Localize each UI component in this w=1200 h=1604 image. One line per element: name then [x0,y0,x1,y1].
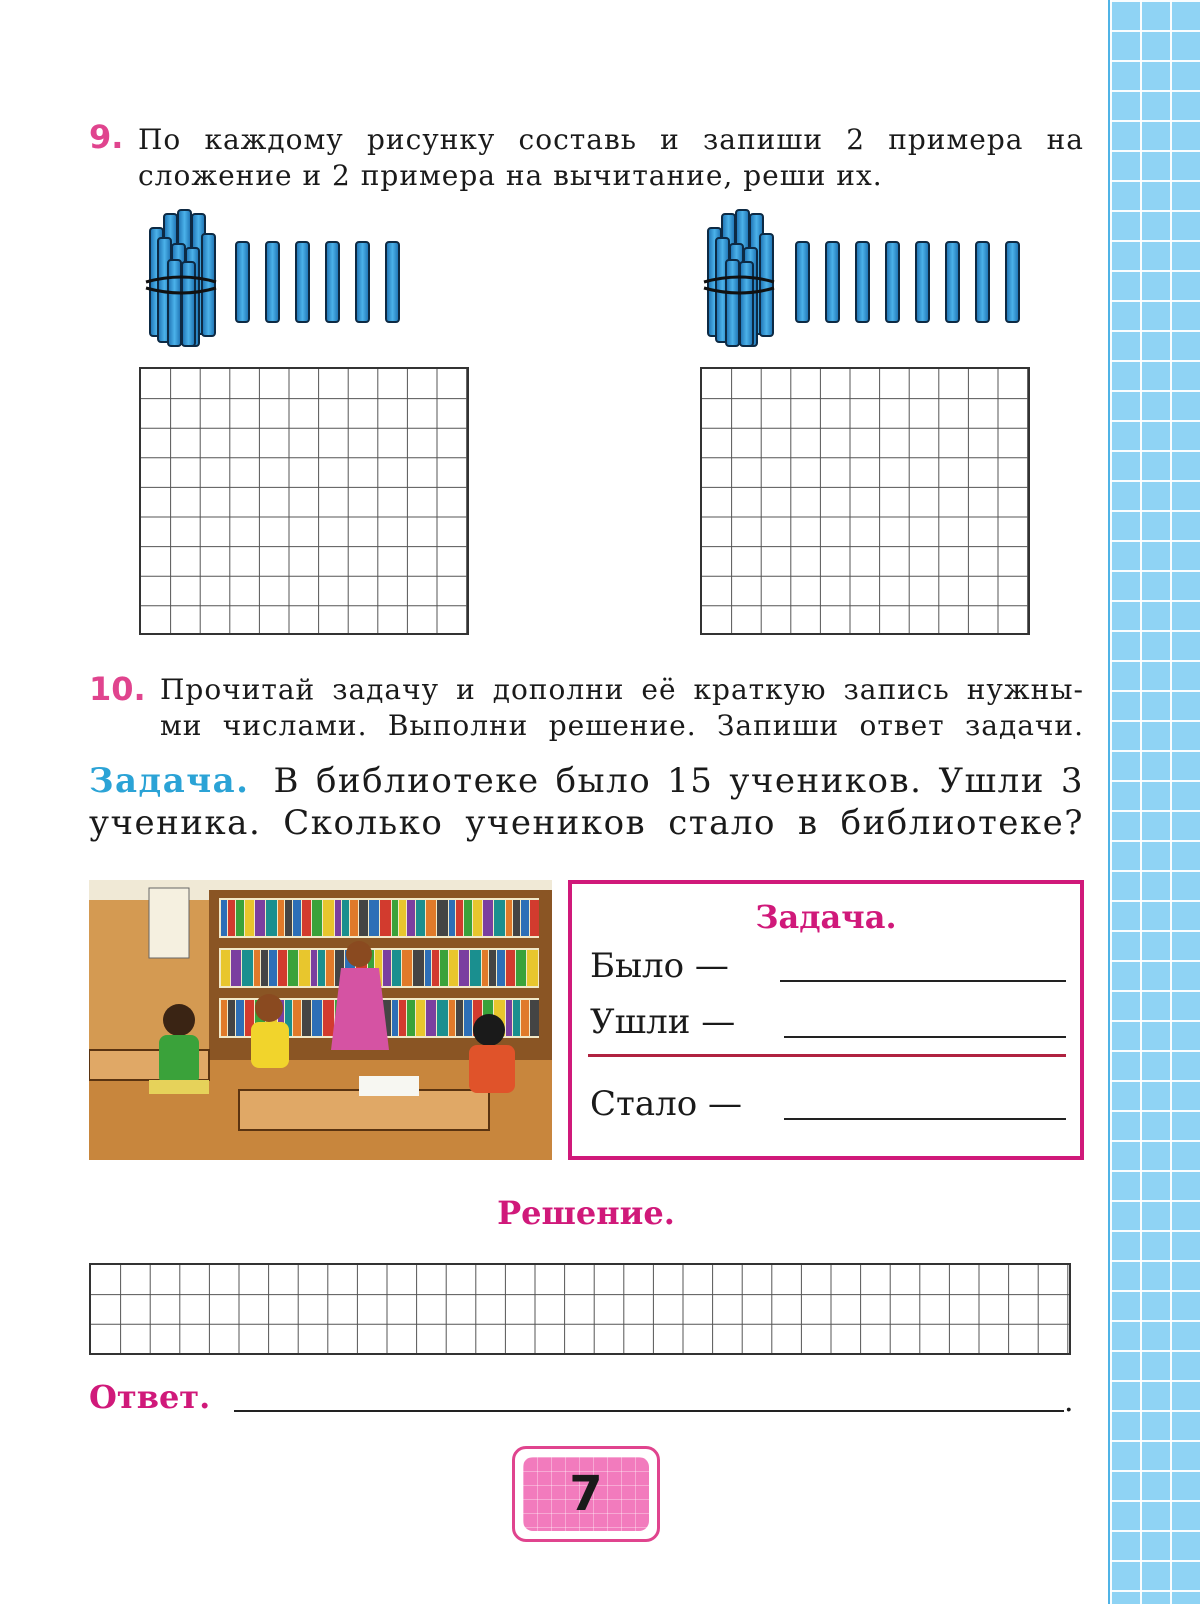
row-ushli-blank[interactable] [784,1036,1066,1038]
page-number: 7 [523,1457,649,1531]
row-stalo-blank[interactable] [784,1118,1066,1120]
row-ushli-label: Ушли — [590,1002,736,1042]
task-9-number: 9. [89,118,124,156]
answer-line[interactable] [234,1410,1064,1412]
problem-statement [89,760,1084,844]
solution-grid[interactable] [89,1263,1071,1355]
problem-text-1: В библиотеке было 15 учеников. Ушли 3 [273,761,1084,801]
task-10-line-2: ми числами. Выполни решение. Запиши ответ задачи. [160,709,1084,742]
sticks-group-right [700,208,1040,348]
problem-label: Задача. [89,761,250,801]
sticks-illustration-right [700,208,1040,348]
task-9-line-2: сложение и 2 примера на вычитание, реши их. [138,159,883,192]
task-10-line-1: Прочитай задачу и дополни её краткую запись нужны- [160,673,1084,706]
page-number-badge [512,1446,660,1542]
solution-heading: Решение. [497,1194,675,1232]
problem-line-1 [89,760,1084,802]
row-bylo-label: Было — [590,946,729,986]
answer-label: Ответ. [89,1378,211,1416]
answer-period: . [1064,1384,1074,1419]
sticks-group-left [142,208,422,348]
decorative-grid-strip [1110,0,1200,1604]
row-bylo-blank[interactable] [780,980,1066,982]
short-notation-title: Задача. [755,898,897,936]
writing-grid-left[interactable] [139,367,469,635]
writing-grid-right[interactable] [700,367,1030,635]
task-9-line-1: По каждому рисунку составь и запиши 2 примера на [138,123,1084,156]
task-10-number: 10. [89,670,146,708]
problem-text-2: ученика. Сколько учеников стало в библиотеке? [89,803,1084,843]
library-scene-image [89,880,552,1160]
library-illustration [89,880,552,1160]
total-divider [588,1054,1066,1057]
sticks-illustration-left [142,208,422,348]
row-stalo-label: Стало — [590,1084,742,1124]
short-notation-box [568,880,1084,1160]
